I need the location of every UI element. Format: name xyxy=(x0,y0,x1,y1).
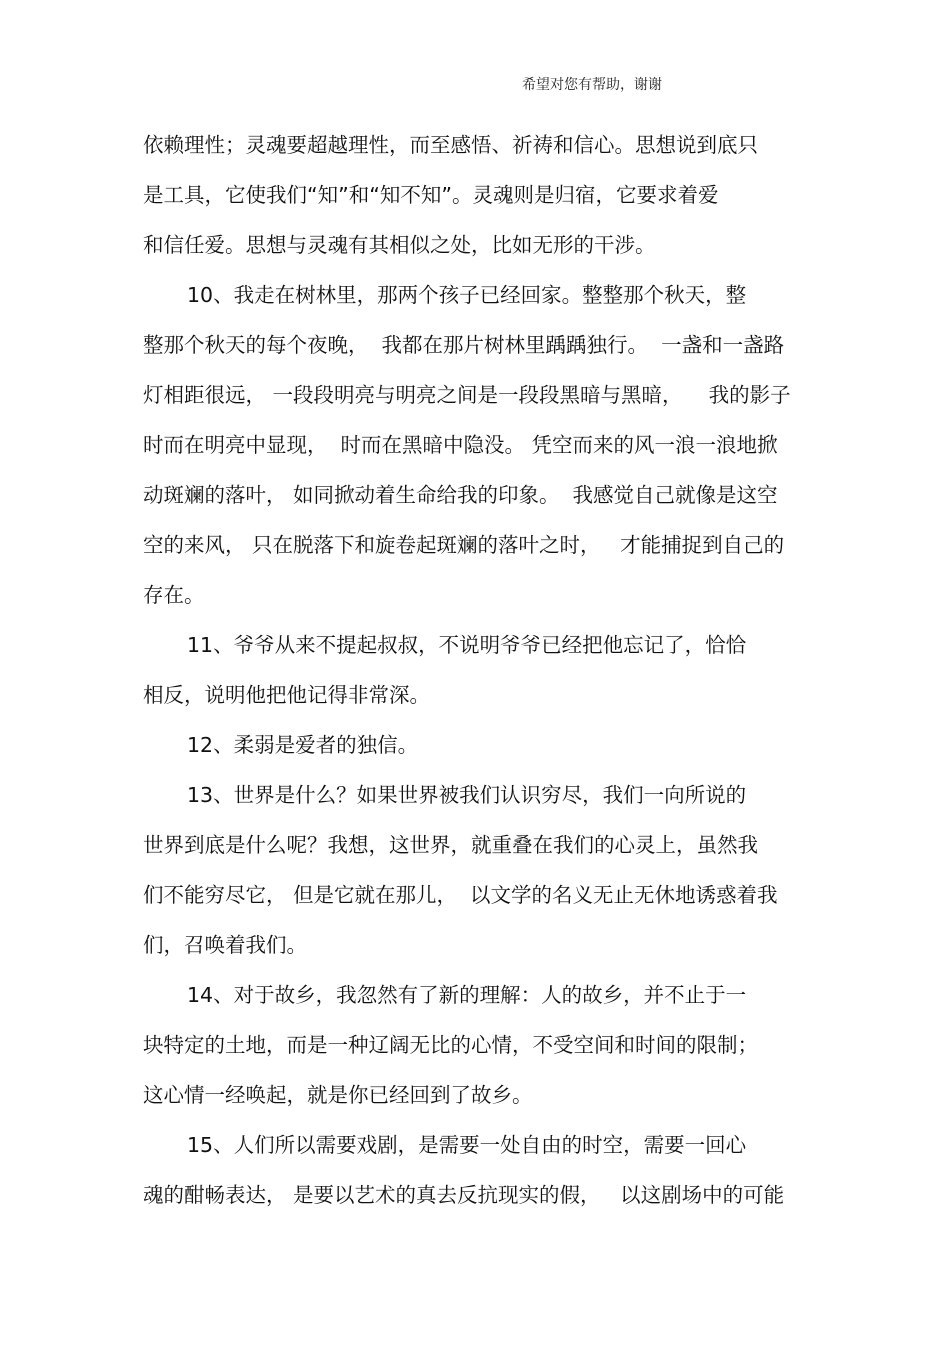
text-line: 存在。 xyxy=(143,583,205,607)
page-header: 希望对您有帮助，谢谢 xyxy=(522,77,662,93)
text-line: 块特定的土地，而是一种辽阔无比的心情，不受空间和时间的限制； xyxy=(143,1033,758,1057)
paragraph-15-start: 15、人们所以需要戏剧，是需要一处自由的时空，需要一回心 xyxy=(187,1133,747,1157)
paragraph-10-start: 10、我走在树林里，那两个孩子已经回家。整整那个秋天，整 xyxy=(187,283,747,307)
text-line: 空的来风， 只在脱落下和旋卷起斑斓的落叶之时， 才能捕捉到自己的 xyxy=(143,533,785,557)
text-line: 们不能穷尽它， 但是它就在那儿， 以文学的名义无止无休地诱惑着我 xyxy=(143,883,778,907)
text-line: 相反，说明他把他记得非常深。 xyxy=(143,683,430,707)
text-line: 们，召唤着我们。 xyxy=(143,933,307,957)
text-line: 依赖理性；灵魂要超越理性，而至感悟、祈祷和信心。思想说到底只 xyxy=(143,133,758,157)
text-line: 动斑斓的落叶， 如同掀动着生命给我的印象。 我感觉自己就像是这空 xyxy=(143,483,778,507)
text-line: 时而在明亮中显现， 时而在黑暗中隐没。 凭空而来的风一浪一浪地掀 xyxy=(143,433,778,457)
text-line: 魂的酣畅表达， 是要以艺术的真去反抗现实的假， 以这剧场中的可能 xyxy=(143,1183,785,1207)
paragraph-13-start: 13、世界是什么？如果世界被我们认识穷尽，我们一向所说的 xyxy=(187,783,747,807)
text-line: 是工具，它使我们“知”和“知不知”。灵魂则是归宿，它要求着爱 xyxy=(143,183,719,207)
text-line: 灯相距很远， 一段段明亮与明亮之间是一段段黑暗与黑暗， 我的影子 xyxy=(143,383,791,407)
paragraph-12-start: 12、柔弱是爱者的独信。 xyxy=(187,733,419,757)
text-line: 这心情一经唤起，就是你已经回到了故乡。 xyxy=(143,1083,533,1107)
text-line: 整那个秋天的每个夜晚， 我都在那片树林里踽踽独行。 一盏和一盏路 xyxy=(143,333,785,357)
paragraph-14-start: 14、对于故乡，我忽然有了新的理解：人的故乡，并不止于一 xyxy=(187,983,747,1007)
text-line: 和信任爱。思想与灵魂有其相似之处，比如无形的干涉。 xyxy=(143,233,656,257)
text-line: 世界到底是什么呢？我想，这世界，就重叠在我们的心灵上，虽然我 xyxy=(143,833,758,857)
paragraph-11-start: 11、爷爷从来不提起叔叔，不说明爷爷已经把他忘记了，恰恰 xyxy=(187,633,747,657)
